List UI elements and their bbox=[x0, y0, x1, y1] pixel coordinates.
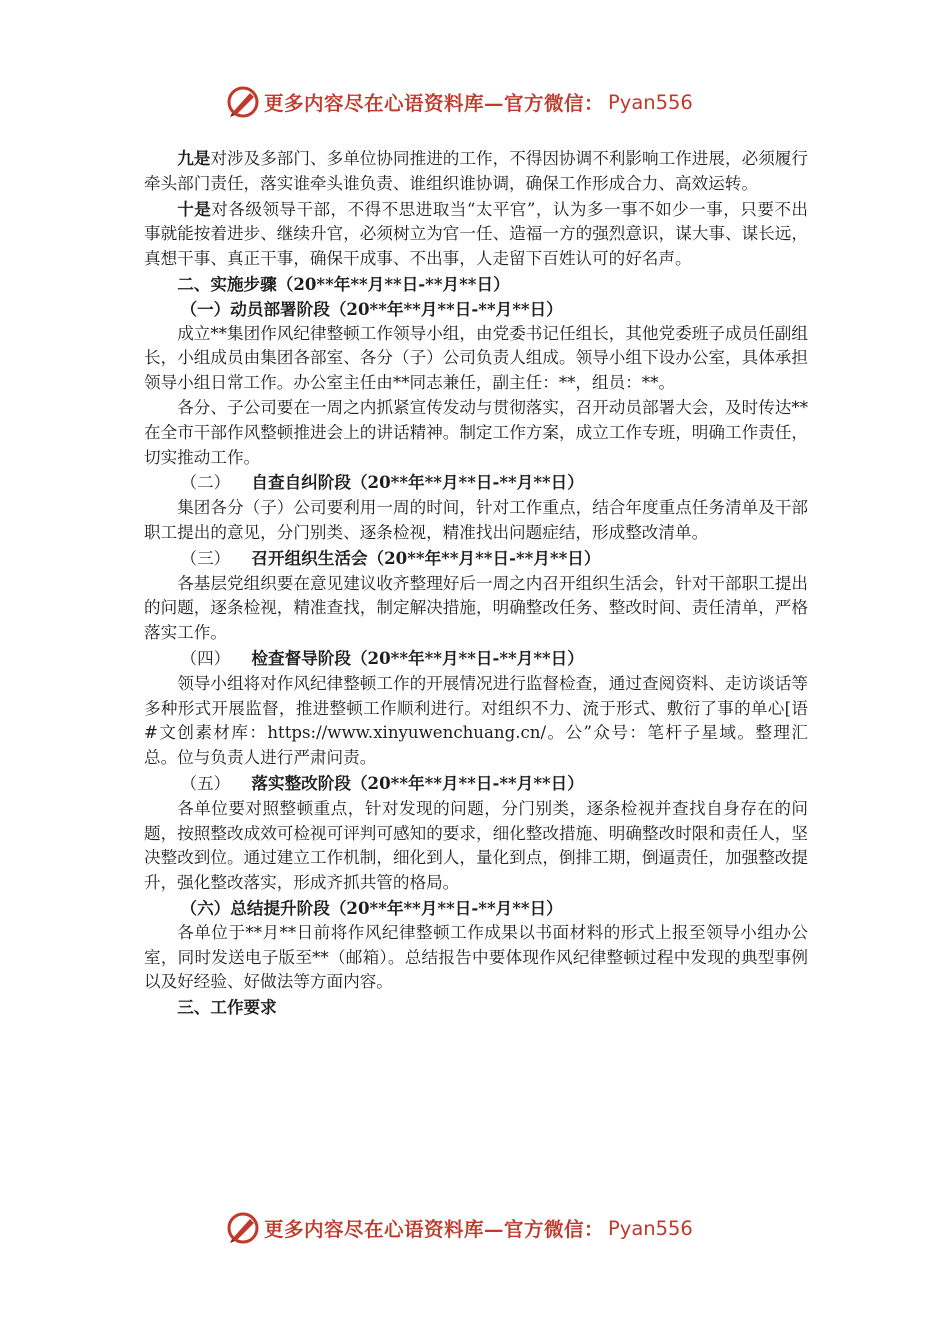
stage-4-title: 检查督导阶段（20**年**月**日-**月**日） bbox=[251, 647, 584, 668]
banner-wechat-id: Pyan556 bbox=[608, 1216, 693, 1240]
stage-3-title: 召开组织生活会（20**年**月**日-**月**日） bbox=[251, 547, 601, 568]
stage-3-heading bbox=[144, 546, 808, 572]
stage-1-paragraph-1: 成立**集团作风纪律整顿工作领导小组，由党委书记任组长，其他党委班子成员任副组长，小组成员由集团各部室、各分（子）公司负责人组成。领导小组下设办公室，具体承担领导小组日常工作。办公室主任由**同志兼任，副主任：**，组员：**。 bbox=[144, 323, 808, 393]
header-banner bbox=[226, 84, 746, 120]
stage-5-paragraph: 各单位要对照整顿重点，针对发现的问题，分门别类，逐条检视并查找自身存在的问题，按照整改成效可检视可评判可感知的要求，细化整改措施、明确整改时限和责任人，坚决整改到位。通过建立工作机制，细化到人，量化到点，倒排工期，倒逼责任，加强整改提升，强化整改落实，形成齐抓共管的格局。 bbox=[144, 798, 808, 893]
stage-2-number: （二） bbox=[180, 473, 231, 493]
stage-4-heading bbox=[144, 646, 808, 672]
pen-circle-logo-icon bbox=[226, 85, 260, 119]
stage-1-paragraph-2: 各分、子公司要在一周之内抓紧宣传发动与贯彻落实，召开动员部署大会，及时传达**在全市干部作风整顿推进会上的讲话精神。制定工作方案，成立工作专班，明确工作责任，切实推动工作。 bbox=[144, 397, 808, 467]
footer-banner bbox=[226, 1210, 746, 1246]
stage-5-title: 落实整改阶段（20**年**月**日-**月**日） bbox=[251, 772, 584, 793]
pen-circle-logo-icon bbox=[226, 1211, 260, 1245]
paragraph-item-9 bbox=[144, 146, 808, 197]
item-9-lead: 九是 bbox=[177, 148, 211, 168]
stage-5-heading bbox=[144, 771, 808, 797]
banner-text: 更多内容尽在心语资料库—官方微信： bbox=[264, 92, 605, 115]
stage-3-paragraph: 各基层党组织要在意见建议收齐整理好后一周之内召开组织生活会，针对干部职工提出的问题，逐条检视，精准查找，制定解决措施，明确整改任务、整改时间、责任清单，严格落实工作。 bbox=[144, 573, 808, 643]
stage-3-number: （三） bbox=[180, 548, 231, 568]
paragraph-item-10 bbox=[144, 197, 808, 272]
stage-6-paragraph: 各单位于**月**日前将作风纪律整顿工作成果以书面材料的形式上报至领导小组办公室，同时发送电子版至**（邮箱）。总结报告中要体现作风纪律整顿过程中发现的典型事例以及好经验、好做法等方面内容。 bbox=[144, 922, 808, 992]
item-10-text: 对各级领导干部，不得不思进取当“太平官”，认为多一事不如少一事，只要不出事就能按着进步、继续升官，必须树立为官一任、造福一方的强烈意识，谋大事、谋长远，真想干事、真正干事，确保干成事、不出事，人走留下百姓认可的好名声。 bbox=[144, 199, 808, 269]
stage-2-title: 自查自纠阶段（20**年**月**日-**月**日） bbox=[251, 472, 584, 493]
stage-1-heading: （一）动员部署阶段（20**年**月**日-**月**日） bbox=[180, 298, 563, 319]
section-heading-steps: 二、实施步骤（20**年**月**日-**月**日） bbox=[177, 273, 510, 294]
document-body bbox=[144, 146, 808, 1020]
stage-6-heading: （六）总结提升阶段（20**年**月**日-**月**日） bbox=[180, 897, 563, 918]
item-9-text: 对涉及多部门、多单位协同推进的工作，不得因协调不利影响工作进展，必须履行牵头部门责任，落实谁牵头谁负责、谁组织谁协调，确保工作形成合力、高效运转。 bbox=[144, 149, 808, 193]
stage-2-paragraph: 集团各分（子）公司要利用一周的时间，针对工作重点，结合年度重点任务清单及干部职工提出的意见，分门别类、逐条检视，精准找出问题症结，形成整改清单。 bbox=[144, 498, 808, 542]
banner-text: 更多内容尽在心语资料库—官方微信： bbox=[264, 1218, 605, 1241]
item-10-lead: 十是 bbox=[177, 198, 212, 219]
section-heading-requirements: 三、工作要求 bbox=[177, 997, 277, 1018]
stage-4-number: （四） bbox=[180, 648, 231, 668]
stage-5-number: （五） bbox=[180, 773, 231, 793]
banner-wechat-id: Pyan556 bbox=[608, 90, 693, 114]
stage-2-heading bbox=[144, 470, 808, 496]
stage-4-paragraph: 领导小组将对作风纪律整顿工作的开展情况进行监督检查，通过查阅资料、走访谈话等多种形式开展监督，推进整顿工作顺利进行。对组织不力、流于形式、敷衍了事的单心[语#文创素材库：https://www.xinyuwenchuang.cn/。公”众号：笔杆子星域。整理汇总。位与负责人进行严肃问责。 bbox=[144, 673, 808, 768]
